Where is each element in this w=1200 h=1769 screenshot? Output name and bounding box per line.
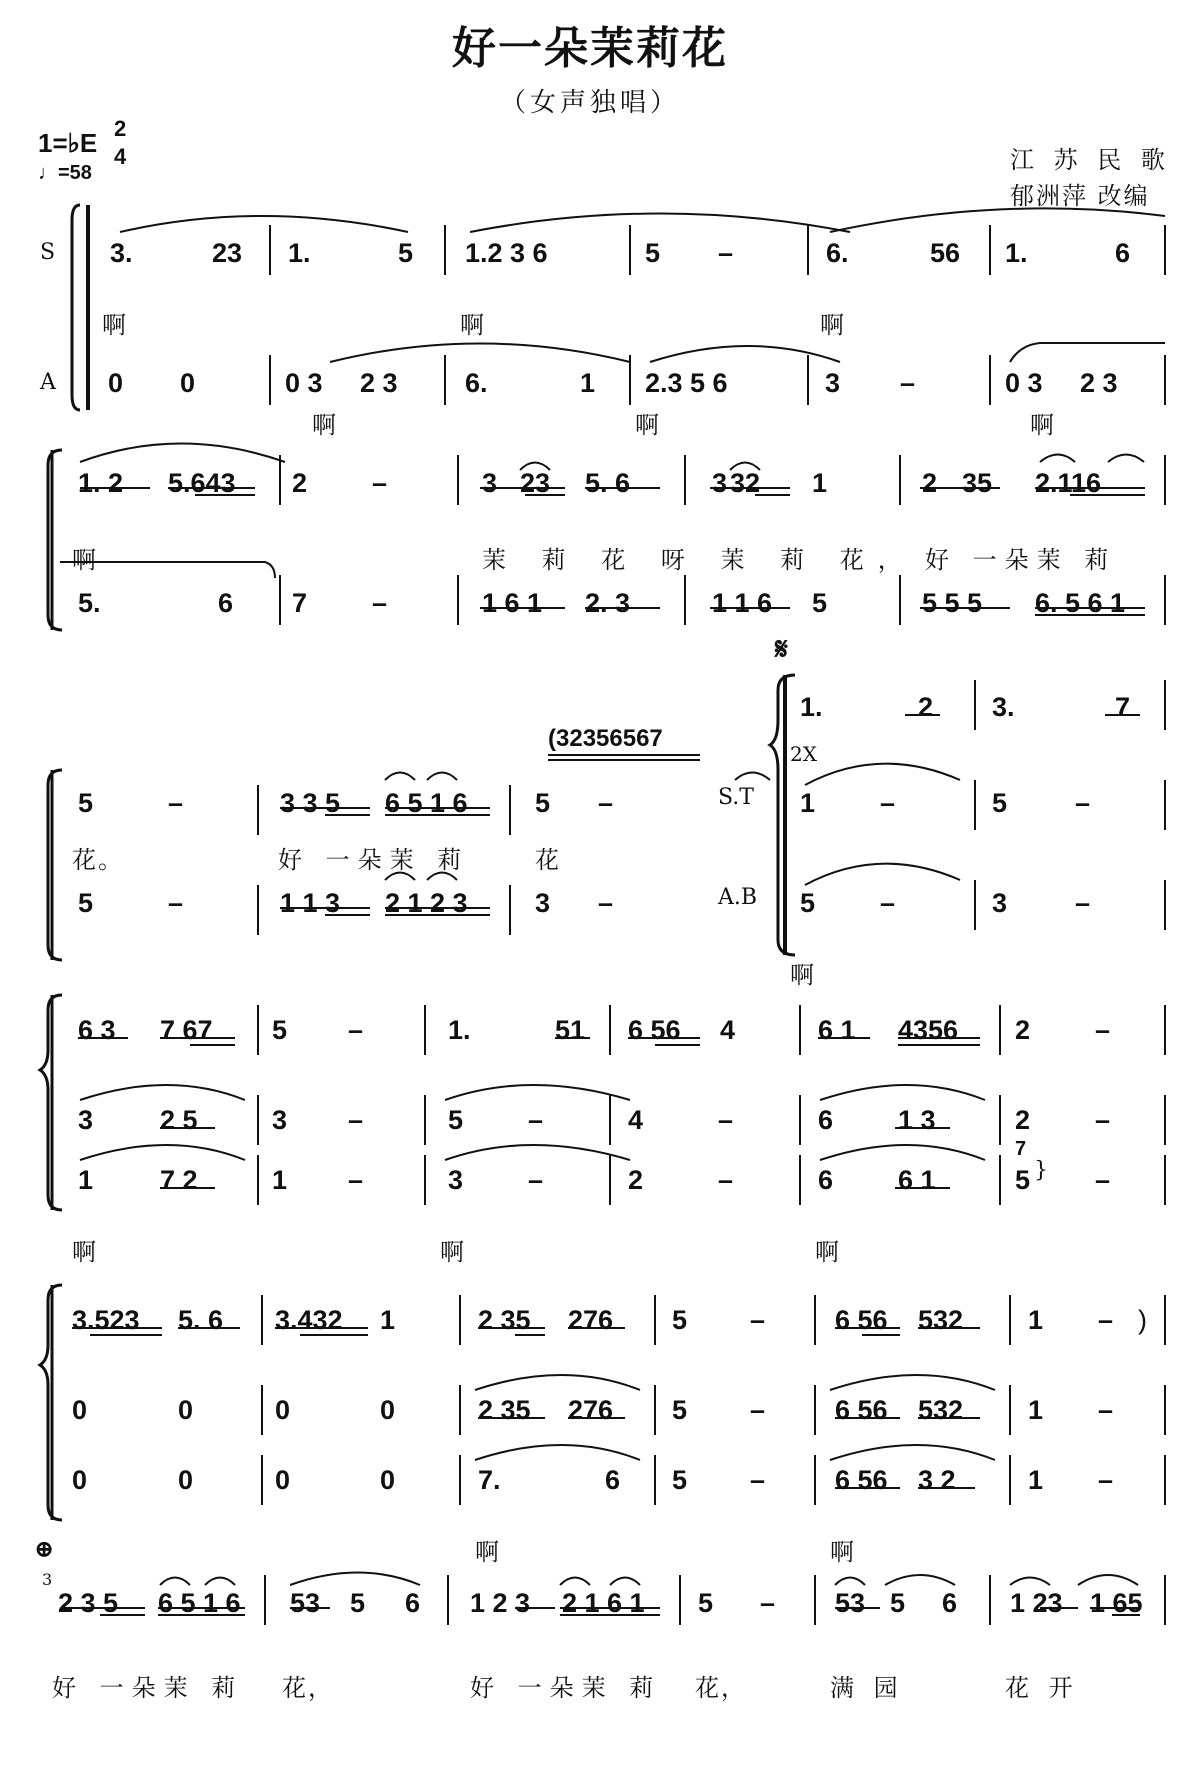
intro-passage: (32356567 — [548, 725, 663, 752]
note: – — [1075, 888, 1091, 918]
note: 0 — [180, 368, 196, 398]
note: 2 — [922, 468, 938, 498]
note: 2 35 — [478, 1395, 531, 1425]
note: 7 — [1115, 692, 1131, 722]
note: 3 — [992, 888, 1008, 918]
coda-sign: ⊕ — [34, 1534, 55, 1563]
note: – — [372, 588, 388, 618]
note: 5 — [78, 788, 94, 818]
note: 6 56 — [835, 1305, 888, 1335]
tempo-marking: ♩=58 — [38, 162, 92, 184]
note: 5 — [672, 1305, 688, 1335]
note: 0 — [380, 1465, 396, 1495]
lyric: 啊 — [312, 411, 338, 439]
note: 51 — [555, 1015, 586, 1045]
note: 2 — [1015, 1015, 1031, 1045]
note: 2 3 — [360, 368, 398, 398]
note: 6 1 — [818, 1015, 856, 1045]
page-subtitle: （女声独唱） — [500, 88, 681, 118]
lyric: 啊 — [72, 1238, 98, 1266]
note: – — [598, 788, 614, 818]
note: 56 — [930, 238, 961, 268]
lyric: 好 一朵茉 莉 — [470, 1674, 662, 1702]
song-origin: 江 苏 民 歌 — [1010, 146, 1171, 174]
note: 5 — [672, 1465, 688, 1495]
note: 5.643 — [168, 468, 236, 498]
note: 3 3 5 — [280, 788, 341, 818]
note: 53 — [290, 1588, 321, 1618]
note: 4 — [628, 1105, 644, 1135]
note: – — [750, 1305, 766, 1335]
brace-small: } — [1034, 1158, 1048, 1183]
note: 35 — [962, 468, 993, 498]
note: 1.2 3 6 — [465, 238, 548, 268]
note: – — [528, 1165, 544, 1195]
note: 6 56 — [835, 1465, 888, 1495]
note: 2.116 — [1035, 468, 1102, 498]
note: 6. — [465, 368, 488, 398]
note: 1 — [1028, 1395, 1044, 1425]
note: 2. 3 — [585, 588, 631, 618]
note: – — [718, 1165, 734, 1195]
lyric: 满 园 — [830, 1674, 904, 1702]
note: 1 — [380, 1305, 396, 1335]
note: – — [1098, 1465, 1114, 1495]
note: 1 — [800, 788, 816, 818]
lyric: 啊 — [72, 546, 98, 574]
note: 276 — [568, 1305, 614, 1335]
note: 532 — [918, 1395, 964, 1425]
lyric: 啊 — [440, 1238, 466, 1266]
note: – — [1095, 1165, 1111, 1195]
time-signature-top: 2 — [114, 116, 127, 141]
note: 0 — [275, 1395, 291, 1425]
note: – — [1075, 788, 1091, 818]
note: 1 — [812, 468, 828, 498]
note: – — [168, 888, 184, 918]
note: – — [880, 788, 896, 818]
note: 1 — [1028, 1305, 1044, 1335]
note: 6 — [818, 1165, 834, 1195]
note: 0 — [72, 1395, 88, 1425]
note: – — [1095, 1015, 1111, 1045]
note: 1 1 3 — [280, 888, 341, 918]
lyric: 花 — [535, 846, 561, 874]
note: – — [168, 788, 184, 818]
note: 5 — [812, 588, 828, 618]
note: 5 — [645, 238, 661, 268]
note: 1. — [448, 1015, 471, 1045]
part-label-ab: A.B — [718, 885, 758, 910]
note: 3.523 — [72, 1305, 140, 1335]
page-title: 好一朵茉莉花 — [452, 23, 728, 74]
note: 7 67 — [160, 1015, 213, 1045]
note: 5 — [672, 1395, 688, 1425]
note: 2 1 6 1 — [562, 1588, 645, 1618]
note: 0 — [72, 1465, 88, 1495]
note: – — [880, 888, 896, 918]
note: 6 56 — [835, 1395, 888, 1425]
time-signature-bottom: 4 — [114, 144, 127, 169]
note: 3 — [272, 1105, 288, 1135]
note: 0 3 — [285, 368, 323, 398]
lyric: 啊 — [820, 311, 846, 339]
segno-sign: 𝄋 — [775, 632, 788, 667]
note: – — [528, 1105, 544, 1135]
lyric: 好 一朵茉 莉 — [52, 1674, 244, 1702]
note: 5 — [78, 888, 94, 918]
note: 1 2 3 — [470, 1588, 531, 1618]
note: 5. — [78, 588, 101, 618]
lyric: 啊 — [102, 311, 128, 339]
arranger-credit: 郁洲萍 改编 — [1010, 182, 1150, 210]
note: 532 — [918, 1305, 964, 1335]
part-label-st: S.T — [718, 785, 754, 810]
note: – — [1095, 1105, 1111, 1135]
lyric: 啊 — [815, 1238, 841, 1266]
lyric: 啊 — [460, 311, 486, 339]
key-signature: 1=♭E — [38, 128, 98, 158]
lyric: 茉 莉 花 呀 茉 莉 花， — [482, 546, 916, 574]
lyric: 啊 — [475, 1538, 501, 1566]
note: 5 — [800, 888, 816, 918]
part-label-soprano: S — [40, 240, 56, 265]
lyric: 好 一朵茉 莉 — [925, 546, 1117, 574]
note: 53 — [835, 1588, 866, 1618]
note: 6 56 — [628, 1015, 681, 1045]
note: 0 — [178, 1395, 194, 1425]
note: 1. 2 — [78, 468, 124, 498]
lyric: 啊 — [1030, 411, 1056, 439]
note: 32 — [730, 468, 761, 498]
note: 7 — [1015, 1138, 1027, 1160]
triplet-mark: 3 — [42, 1570, 53, 1589]
note: 3 — [712, 468, 728, 498]
close-paren: ) — [1138, 1305, 1147, 1335]
note: 1 — [272, 1165, 288, 1195]
lyric: 啊 — [790, 961, 816, 989]
note: 6. 5 6 1 — [1035, 588, 1126, 618]
note: 1. — [800, 692, 823, 722]
note: 3 — [78, 1105, 94, 1135]
note: 2 3 5 — [58, 1588, 119, 1618]
note: 4 — [720, 1015, 736, 1045]
note: 5 — [1015, 1165, 1031, 1195]
note: – — [750, 1465, 766, 1495]
note: 6 1 — [898, 1165, 936, 1195]
lyric: 花。 — [72, 846, 124, 874]
note: 1. — [288, 238, 311, 268]
note: – — [718, 238, 734, 268]
note: 5 — [992, 788, 1008, 818]
note: – — [372, 468, 388, 498]
note: 2 — [628, 1165, 644, 1195]
lyric: 花， — [695, 1674, 747, 1702]
note: 3 — [825, 368, 841, 398]
note: – — [1098, 1395, 1114, 1425]
note: 3 2 — [918, 1465, 956, 1495]
note: – — [718, 1105, 734, 1135]
note: 23 — [520, 468, 551, 498]
note: 2 3 — [1080, 368, 1118, 398]
note: 1 — [580, 368, 596, 398]
note: 2 1 2 3 — [385, 888, 468, 918]
note: – — [598, 888, 614, 918]
note: 23 — [212, 238, 243, 268]
note: 7. — [478, 1465, 501, 1495]
note: 7 2 — [160, 1165, 198, 1195]
note: 3 — [448, 1165, 464, 1195]
note: – — [760, 1588, 776, 1618]
note: 2 — [918, 692, 934, 722]
note: – — [348, 1015, 364, 1045]
note: 5 — [890, 1588, 906, 1618]
note: 0 — [178, 1465, 194, 1495]
note: 5. 6 — [585, 468, 631, 498]
note: 1 6 1 — [482, 588, 543, 618]
note: 3. — [110, 238, 133, 268]
note: 1. — [1005, 238, 1028, 268]
lyric: 啊 — [635, 411, 661, 439]
note: 5 — [398, 238, 414, 268]
lyric: 花， — [282, 1674, 334, 1702]
note: – — [348, 1105, 364, 1135]
lyric: 花 开 — [1005, 1674, 1079, 1702]
note: 0 — [380, 1395, 396, 1425]
note: 2 — [1015, 1105, 1031, 1135]
note: 2 — [292, 468, 308, 498]
note: 2 5 — [160, 1105, 198, 1135]
note: – — [900, 368, 916, 398]
note: 1 3 — [898, 1105, 936, 1135]
note: 1 23 — [1010, 1588, 1063, 1618]
note: – — [750, 1395, 766, 1425]
note: 6 — [1115, 238, 1131, 268]
note: 1 65 — [1090, 1588, 1143, 1618]
note: 6. — [826, 238, 849, 268]
note: 6 — [605, 1465, 621, 1495]
note: 0 — [108, 368, 124, 398]
note: 6 3 — [78, 1015, 116, 1045]
note: 5 5 5 — [922, 588, 983, 618]
note: 6 5 1 6 — [385, 788, 468, 818]
note: 5 — [272, 1015, 288, 1045]
note: 5 — [535, 788, 551, 818]
note: 2.3 5 6 — [645, 368, 728, 398]
note: 1 — [1028, 1465, 1044, 1495]
note: 6 5 1 6 — [158, 1588, 241, 1618]
note: 3. — [992, 692, 1015, 722]
note: – — [348, 1165, 364, 1195]
note: 0 3 — [1005, 368, 1043, 398]
note: 6 — [942, 1588, 958, 1618]
note: 5 — [698, 1588, 714, 1618]
note: 5. 6 — [178, 1305, 224, 1335]
note: 3.432 — [275, 1305, 343, 1335]
note: 6 — [818, 1105, 834, 1135]
repeat-mark: 2X — [790, 742, 817, 766]
lyric: 啊 — [830, 1538, 856, 1566]
part-label-alto: A — [40, 370, 56, 395]
note: 6 — [218, 588, 234, 618]
note: – — [1098, 1305, 1114, 1335]
note: 5 — [350, 1588, 366, 1618]
note: 3 — [535, 888, 551, 918]
note: 1 1 6 — [712, 588, 773, 618]
note: 1 — [78, 1165, 94, 1195]
note: 6 — [405, 1588, 421, 1618]
note: 5 — [448, 1105, 464, 1135]
note: 2 35 — [478, 1305, 531, 1335]
note: 4356 — [898, 1015, 959, 1045]
note: 3 — [482, 468, 498, 498]
note: 0 — [275, 1465, 291, 1495]
lyric: 好 一朵茉 莉 — [278, 846, 470, 874]
note: 276 — [568, 1395, 614, 1425]
note: 7 — [292, 588, 308, 618]
